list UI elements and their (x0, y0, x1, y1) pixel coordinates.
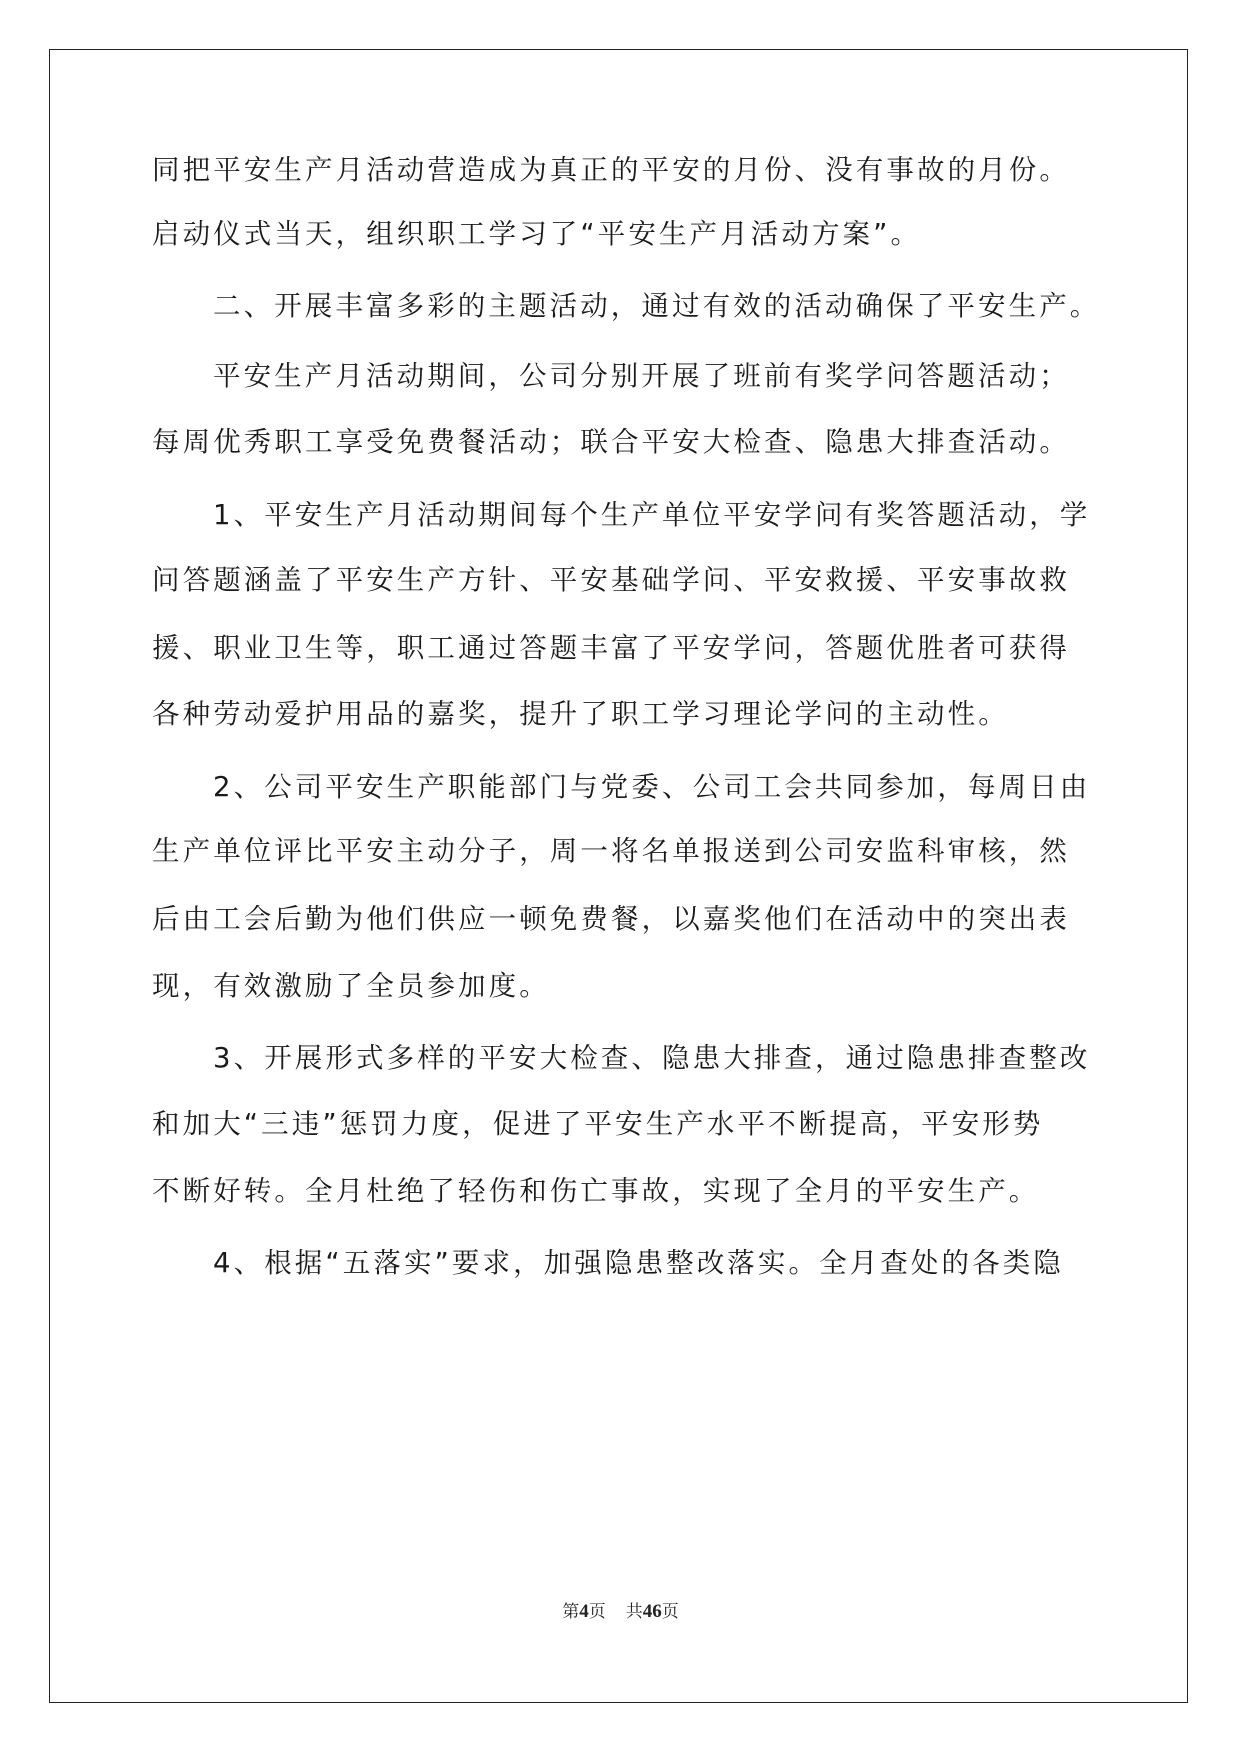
text-line-6: 1、平安生产月活动期间每个生产单位平安学问有奖答题活动，学 (213, 499, 1091, 531)
text-line-13: 现，有效激励了全员参加度。 (152, 970, 550, 1002)
text-line-8: 援、职业卫生等，职工通过答题丰富了平安学问，答题优胜者可获得 (152, 632, 1070, 664)
page-suffix: 页 (588, 1602, 606, 1622)
text-line-11: 生产单位评比平安主动分子，周一将名单报送到公司安监科审核，然 (152, 835, 1070, 867)
total-prefix: 共 (625, 1602, 643, 1622)
text-line-10: 2、公司平安生产职能部门与党委、公司工会共同参加，每周日由 (213, 771, 1091, 803)
text-line-15: 和加大“三违”惩罚力度，促进了平安生产水平不断提高，平安形势 (152, 1108, 1044, 1140)
text-line-17: 4、根据“五落实”要求，加强隐患整改落实。全月查处的各类隐 (213, 1247, 1064, 1279)
page-prefix: 第 (562, 1602, 580, 1622)
text-line-5: 每周优秀职工享受免费餐活动；联合平安大检查、隐患大排查活动。 (152, 426, 1070, 458)
text-line-2: 启动仪式当天，组织职工学习了“平安生产月活动方案”。 (152, 218, 922, 250)
total-suffix: 页 (661, 1602, 679, 1622)
total-pages: 46 (642, 1601, 662, 1622)
text-line-1: 同把平安生产月活动营造成为真正的平安的月份、没有事故的月份。 (152, 154, 1070, 186)
text-line-16: 不断好转。全月杜绝了轻伤和伤亡事故，实现了全月的平安生产。 (152, 1175, 1040, 1207)
text-line-7: 问答题涵盖了平安生产方针、平安基础学问、平安救援、平安事故救 (152, 564, 1070, 596)
page-number: 4 (579, 1601, 589, 1622)
text-line-14: 3、开展形式多样的平安大检查、隐患大排查，通过隐患排查整改 (213, 1042, 1091, 1074)
text-line-4: 平安生产月活动期间，公司分别开展了班前有奖学问答题活动； (213, 360, 1070, 392)
text-line-9: 各种劳动爱护用品的嘉奖，提升了职工学习理论学问的主动性。 (152, 698, 1009, 730)
text-line-12: 后由工会后勤为他们供应一顿免费餐，以嘉奖他们在活动中的突出表 (152, 903, 1070, 935)
page-footer (0, 1597, 1241, 1623)
text-line-3: 二、开展丰富多彩的主题活动，通过有效的活动确保了平安生产。 (213, 290, 1101, 322)
